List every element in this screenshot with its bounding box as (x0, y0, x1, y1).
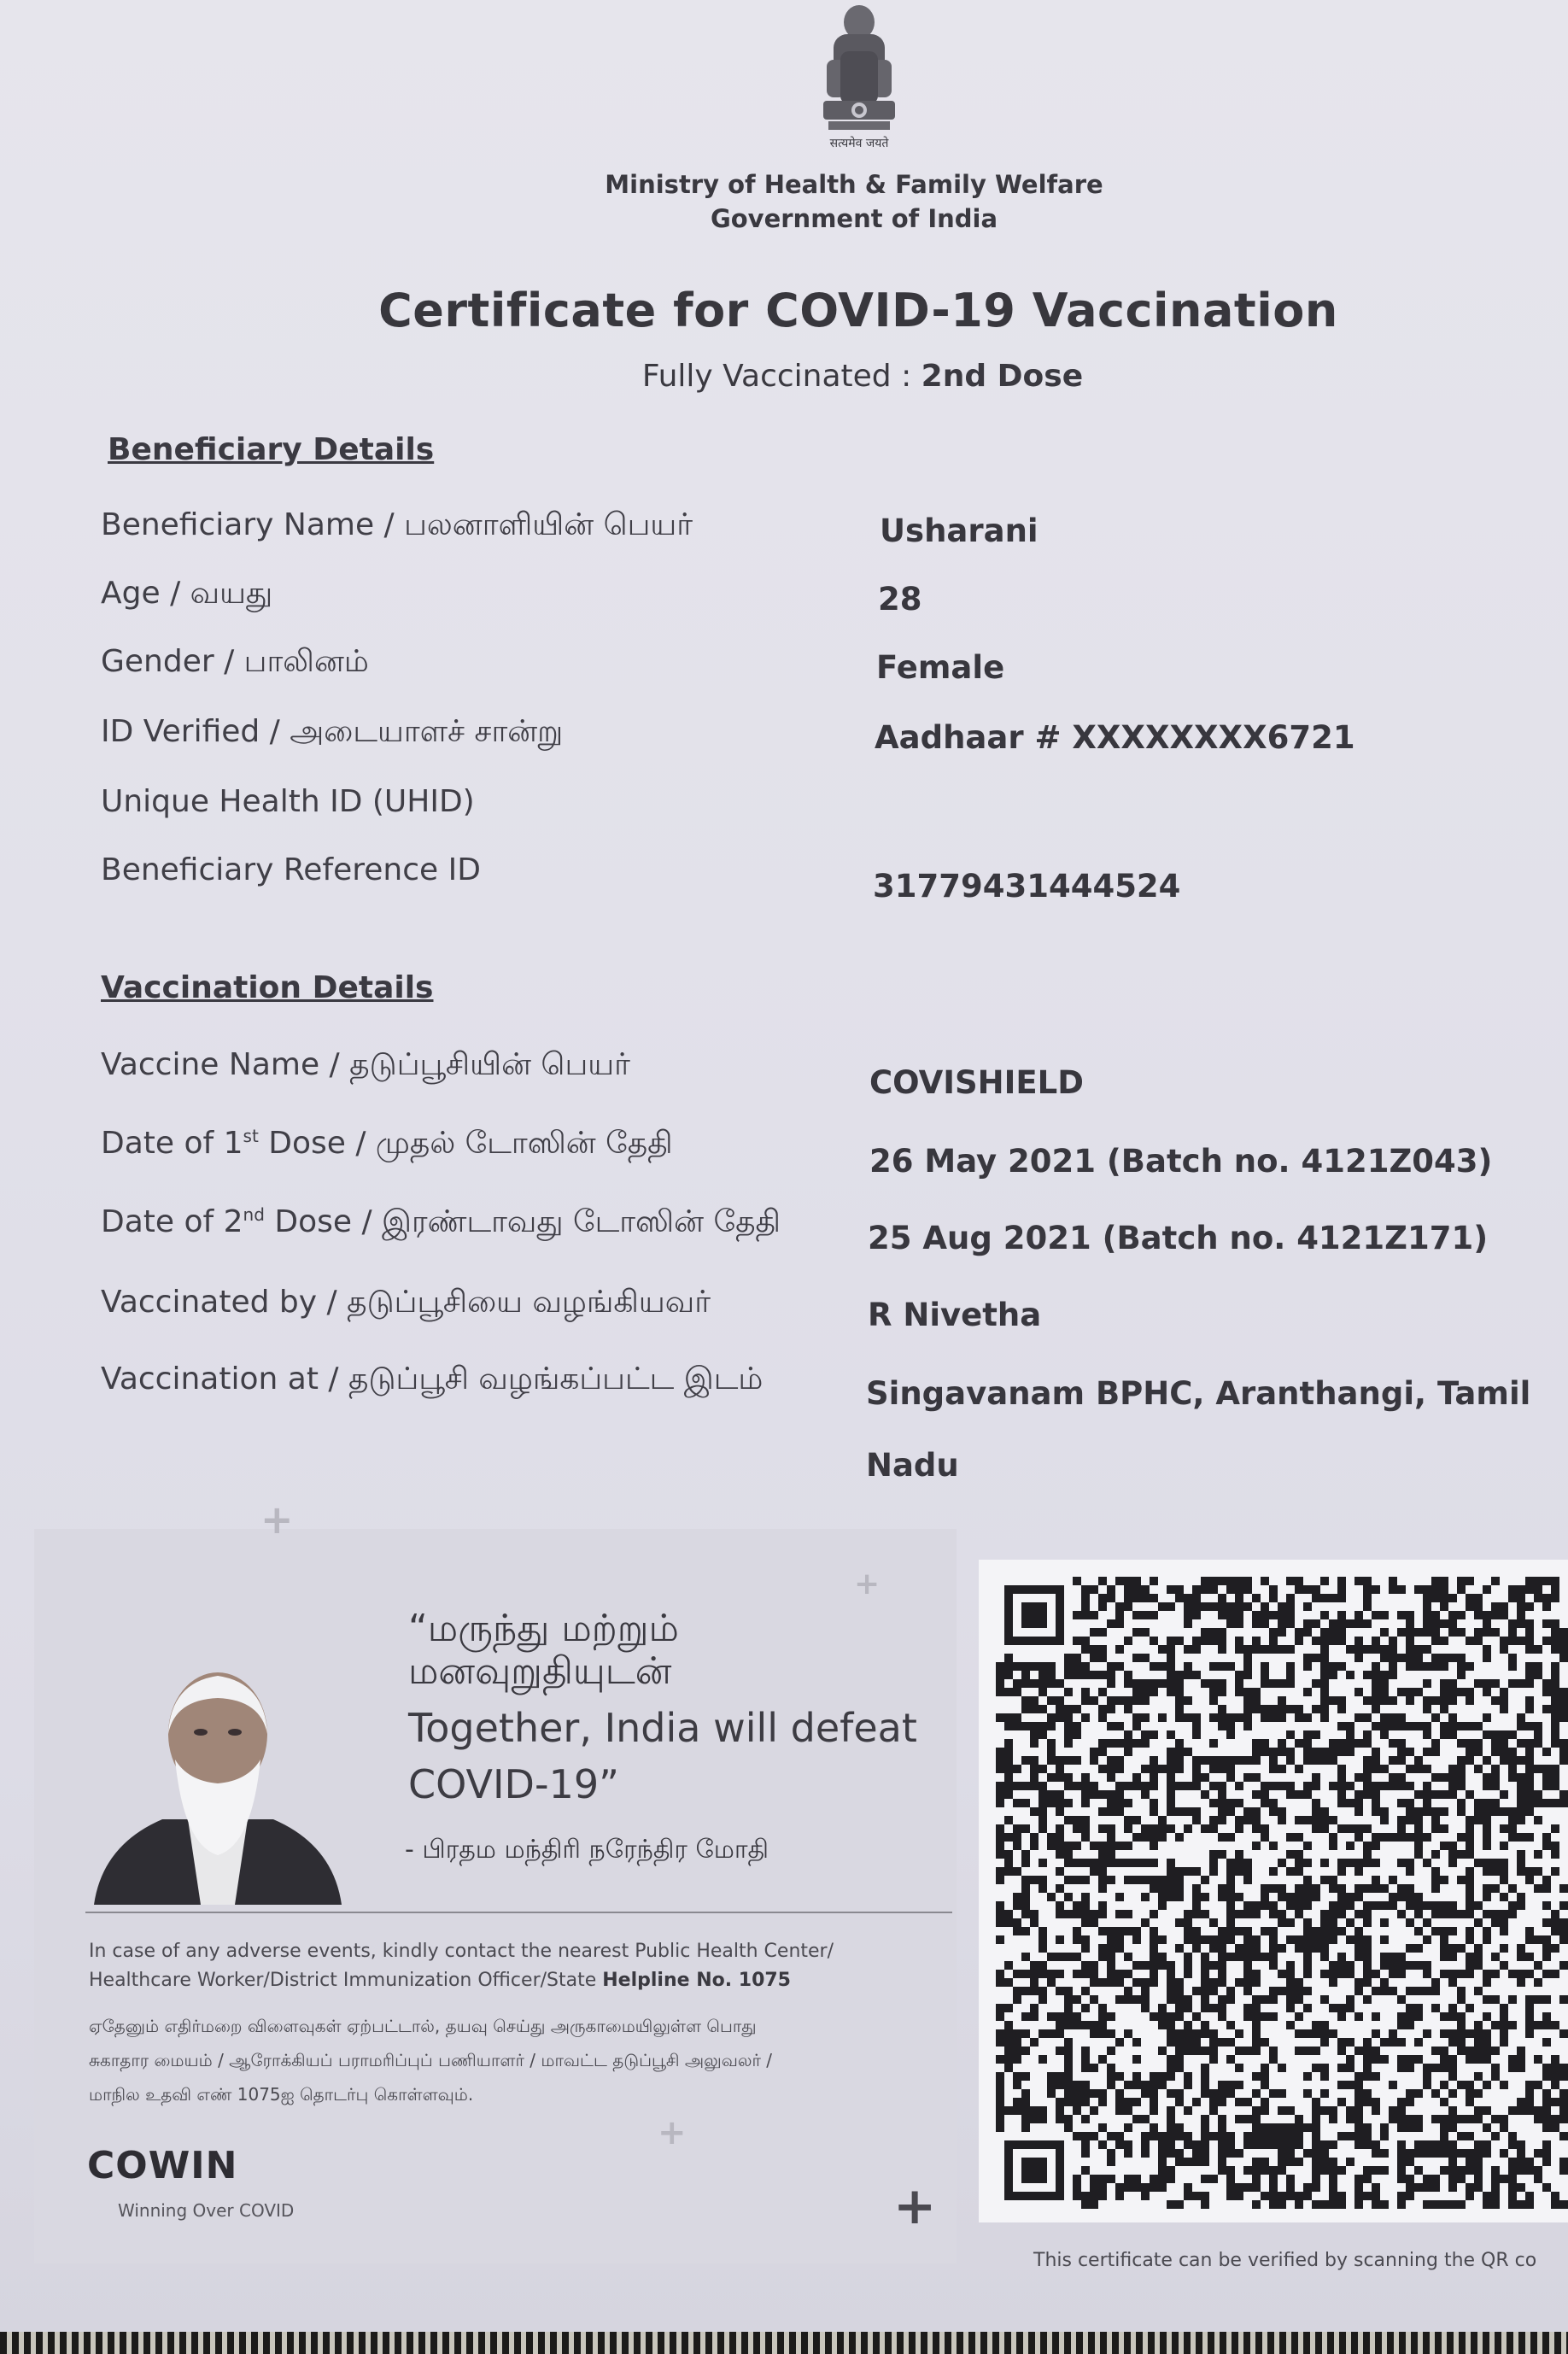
quote-tamil: “மருந்து மற்றும் மனவுறுதியுடன் (408, 1607, 679, 1693)
row-dose2 (101, 1204, 1536, 1256)
qr-finder-pattern (1004, 2140, 1064, 2200)
verify-note: This certificate can be verified by scanning the QR co (1033, 2250, 1537, 2271)
quote-attribution: - பிரதம மந்திரி நரேந்திர மோதி (405, 1835, 769, 1865)
national-emblem-icon (808, 0, 910, 150)
reference-id-value: 31779431444524 (873, 868, 1181, 905)
uhid-label: Unique Health ID (UHID) (101, 784, 475, 819)
row-uhid (101, 784, 1536, 835)
id-verified-value: Aadhaar # XXXXXXXX6721 (875, 719, 1355, 756)
vaccinated-by-value: R Nivetha (868, 1297, 1042, 1333)
prime-minister-portrait-icon (85, 1631, 350, 1905)
vaccine-name-label: Vaccine Name / தடுப்பூசியின் பெயர் (101, 1047, 630, 1082)
adverse-event-notice-english: In case of any adverse events, kindly contact the nearest Public Health Center/ Healthcare Worker/District Immunization Officer/State Helpline No. 1075 (89, 1941, 834, 1991)
vaccinated-at-label: Vaccination at / தடுப்பூசி வழங்கப்பட்ட இடம் (101, 1361, 764, 1397)
plus-decoration-icon: + (658, 2113, 687, 2152)
dose1-label: Date of 1st Dose / முதல் டோஸின் தேதி (101, 1126, 673, 1161)
row-age (101, 576, 1536, 627)
plus-decoration-icon: + (260, 1496, 294, 1543)
vaccination-heading: Vaccination Details (101, 970, 434, 1005)
id-verified-label: ID Verified / அடையாளச் சான்று (101, 714, 564, 749)
gender-value: Female (876, 649, 1005, 686)
beneficiary-name-label: Beneficiary Name / பலனாளியின் பெயர் (101, 507, 693, 542)
row-reference-id (101, 852, 1536, 904)
row-vaccine-name (101, 1047, 1536, 1101)
dose2-value: 25 Aug 2021 (Batch no. 4121Z171) (868, 1220, 1489, 1256)
ministry-name: Ministry of Health & Family Welfare (605, 170, 1103, 199)
vaccinated-by-label: Vaccinated by / தடுப்பூசியை வழங்கியவர் (101, 1285, 711, 1320)
emblem-motto: सत्यमेव जयते (829, 137, 889, 150)
issuer-header (512, 167, 1196, 236)
beneficiary-name-value: Usharani (880, 512, 1039, 549)
footer-divider (85, 1912, 952, 1913)
age-value: 28 (878, 581, 922, 618)
vaccinated-at-value-line1: Singavanam BPHC, Aranthangi, Tamil (866, 1375, 1531, 1412)
row-dose1 (101, 1126, 1536, 1180)
qr-code-icon (996, 1577, 1568, 2209)
background-surface (0, 2332, 1568, 2354)
certificate-title: Certificate for COVID-19 Vaccination (378, 284, 1338, 337)
row-beneficiary-name (101, 507, 1536, 559)
plus-decoration-icon: + (893, 2176, 937, 2236)
status-label: Fully Vaccinated : (641, 359, 921, 394)
gender-label: Gender / பாலினம் (101, 644, 369, 679)
vaccination-status (478, 359, 1247, 394)
vaccinated-at-value-line2: Nadu (866, 1447, 959, 1484)
row-id-verified (101, 714, 1536, 765)
dose1-value: 26 May 2021 (Batch no. 4121Z043) (869, 1143, 1493, 1180)
dose2-label: Date of 2nd Dose / இரண்டாவது டோஸின் தேதி (101, 1204, 781, 1239)
status-value: 2nd Dose (921, 359, 1084, 394)
qr-finder-pattern (1004, 1585, 1064, 1645)
row-gender (101, 644, 1536, 695)
age-label: Age / வயது (101, 576, 273, 611)
adverse-event-notice-tamil: ஏதேனும் எதிர்மறை விளைவுகள் ஏற்பட்டால், தயவு செய்து அருகாமையிலுள்ள பொது சுகாதார மையம் / ஆரோக்கியப் பராமரிப்புப் பணியாளர் / மாவட்ட தடுப்பூசி அலுவலர் / மாநில உதவி எண் 1075ஐ தொடர்பு கொள்ளவும். (89, 2016, 773, 2105)
vaccine-name-value: COVISHIELD (869, 1064, 1084, 1101)
quote-english: Together, India will defeat COVID-19” (408, 1705, 917, 1807)
cowin-tagline: Winning Over COVID (118, 2200, 295, 2221)
government-name: Government of India (710, 204, 998, 233)
beneficiary-heading: Beneficiary Details (108, 432, 435, 467)
reference-id-label: Beneficiary Reference ID (101, 852, 481, 887)
row-vaccinated-at (101, 1361, 1536, 1490)
plus-decoration-icon: + (854, 1566, 881, 1602)
helpline-number: Helpline No. 1075 (602, 1970, 791, 1991)
row-vaccinated-by (101, 1285, 1536, 1336)
cowin-logo: COWIN (87, 2144, 238, 2187)
